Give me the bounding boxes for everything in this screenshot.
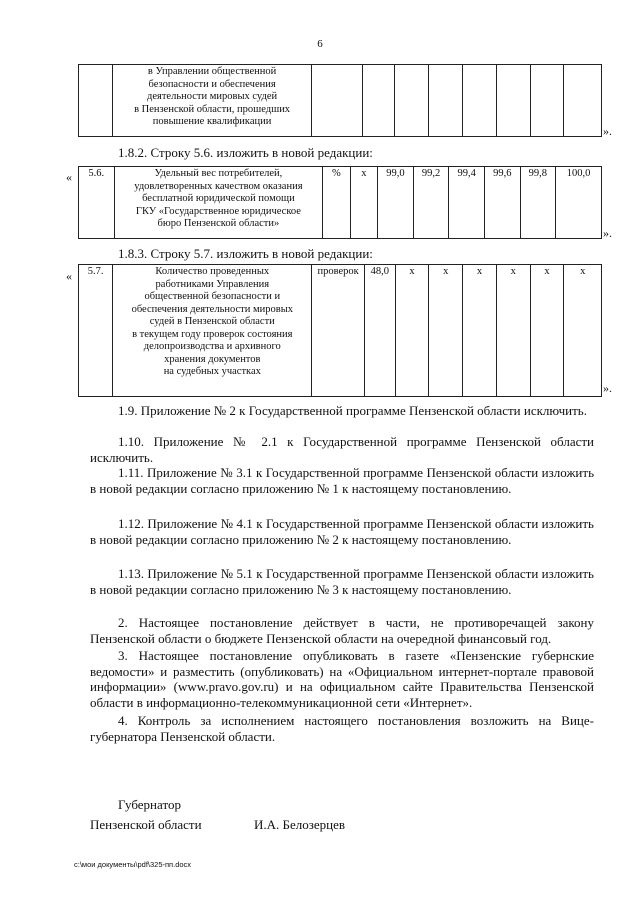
- table-continuation: [78, 64, 602, 137]
- table-cell-empty: [429, 65, 463, 137]
- paragraph-text: 4. Контроль за исполнением настоящего постановления возложить на Вице-губернатора Пензенской области.: [90, 713, 594, 744]
- closing-quote: ».: [603, 226, 612, 240]
- description-line: обеспечения деятельности мировых: [131, 303, 294, 315]
- paragraph-1-11: [90, 465, 594, 496]
- paragraph-text: 1.10. Приложение № 2.1 к Государственной программе Пензенской области исключить.: [90, 434, 594, 465]
- value-cell: х: [564, 265, 602, 397]
- description-line: Количество проведенных: [155, 266, 270, 277]
- value-cell: х: [429, 265, 463, 397]
- table-row-5-6: [78, 166, 602, 239]
- description-line: в текущем году проверок состояния: [132, 328, 293, 340]
- table-cell-empty: [312, 65, 363, 137]
- closing-quote: ».: [603, 381, 612, 395]
- paragraph-text: 1.11. Приложение № 3.1 к Государственной программе Пензенской области изложить в новой редакции согласно приложению № 1 к настоящему постановлению.: [90, 465, 594, 496]
- value-cell: 99,0: [378, 167, 414, 239]
- value-cell: х: [496, 265, 530, 397]
- table-cell-description: [113, 265, 312, 397]
- signature-title-line1: Губернатор: [118, 797, 181, 812]
- value-cell: 99,2: [413, 167, 449, 239]
- paragraph-text: 1.12. Приложение № 4.1 к Государственной программе Пензенской области изложить в новой редакции согласно приложению № 2 к настоящему постановлению.: [90, 516, 594, 547]
- table-cell-empty: [530, 65, 564, 137]
- table-cell-description: [114, 167, 323, 239]
- paragraph-1-12: [90, 516, 594, 547]
- description-line: Удельный вес потребителей,: [154, 168, 283, 179]
- description-line: повышение квалификации: [152, 116, 272, 127]
- description-line: ГКУ «Государственное юридическое: [135, 205, 301, 217]
- row-number: 5.7.: [79, 265, 113, 397]
- table-cell-empty: [363, 65, 395, 137]
- page-number: 6: [317, 38, 323, 50]
- paragraph-1-10: [90, 434, 594, 465]
- closing-quote: ».: [603, 124, 612, 138]
- table-cell-empty: [496, 65, 530, 137]
- table-cell-empty: [79, 65, 113, 137]
- value-cell: 99,6: [484, 167, 520, 239]
- row-number: 5.6.: [79, 167, 115, 239]
- signature-title-line2: Пензенской области: [90, 817, 202, 832]
- description-line: в Управлении общественной: [147, 66, 277, 77]
- value-cell: 99,8: [520, 167, 556, 239]
- description-line: безопасности и обеспечения: [148, 78, 276, 90]
- heading-row-5-7: 1.8.3. Строку 5.7. изложить в новой редакции:: [118, 246, 373, 261]
- paragraph-text: 1.9. Приложение № 2 к Государственной программе Пензенской области исключить.: [118, 403, 587, 418]
- footer-file-path: c:\мои документы\pdf\325-пп.docx: [74, 860, 192, 869]
- paragraph-3: [90, 648, 594, 711]
- unit-cell: %: [323, 167, 350, 239]
- opening-quote: «: [66, 170, 72, 184]
- paragraph-text: 3. Настоящее постановление опубликовать в газете «Пензенские губернские ведомости» и разместить (опубликовать) на «Официальном интернет-портале правовой информации» (www.pravo.gov.ru) и на официальном сайте Правительства Пензенской области в информационно-телекоммуникационной сети «Интернет».: [90, 648, 594, 711]
- description-line: бесплатной юридической помощи: [142, 193, 295, 204]
- description-line: деятельности мировых судей: [147, 91, 278, 102]
- base-value-cell: 48,0: [364, 265, 395, 397]
- paragraph-1-13: [90, 566, 594, 597]
- description-line: судей в Пензенской области: [149, 316, 275, 327]
- paragraph-1-9: [90, 403, 594, 419]
- description-line: бюро Пензенской области»: [157, 218, 280, 229]
- value-cell: х: [530, 265, 564, 397]
- table-cell-empty: [395, 65, 429, 137]
- paragraph-4: [90, 713, 594, 744]
- paragraph-2: [90, 615, 594, 646]
- description-line: работниками Управления: [155, 278, 270, 290]
- value-cell: 99,4: [449, 167, 485, 239]
- base-value-cell: х: [350, 167, 377, 239]
- paragraph-text: 1.13. Приложение № 5.1 к Государственной программе Пензенской области изложить в новой редакции согласно приложению № 3 к настоящему постановлению.: [90, 566, 594, 597]
- description-line: делопроизводства и архивного: [143, 341, 281, 352]
- description-line: общественной безопасности и: [144, 291, 281, 302]
- description-line: удовлетворенных качеством оказания: [134, 180, 303, 192]
- description-line: хранения документов: [164, 353, 261, 365]
- table-cell-description: [112, 65, 312, 137]
- signature-name: И.А. Белозерцев: [254, 817, 346, 832]
- table-cell-empty: [564, 65, 602, 137]
- value-cell: х: [463, 265, 497, 397]
- unit-cell: проверок: [312, 265, 365, 397]
- description-line: в Пензенской области, прошедших: [134, 103, 291, 115]
- paragraph-text: 2. Настоящее постановление действует в части, не противоречащей закону Пензенской области о бюджете Пензенской области на очередной финансовый год.: [90, 615, 594, 646]
- description-line: на судебных участках: [163, 366, 261, 377]
- table-row-5-7: [78, 264, 602, 397]
- table-cell-empty: [462, 65, 496, 137]
- value-cell: х: [395, 265, 429, 397]
- opening-quote: «: [66, 269, 72, 283]
- value-cell: 100,0: [556, 167, 602, 239]
- heading-row-5-6: 1.8.2. Строку 5.6. изложить в новой редакции:: [118, 145, 373, 160]
